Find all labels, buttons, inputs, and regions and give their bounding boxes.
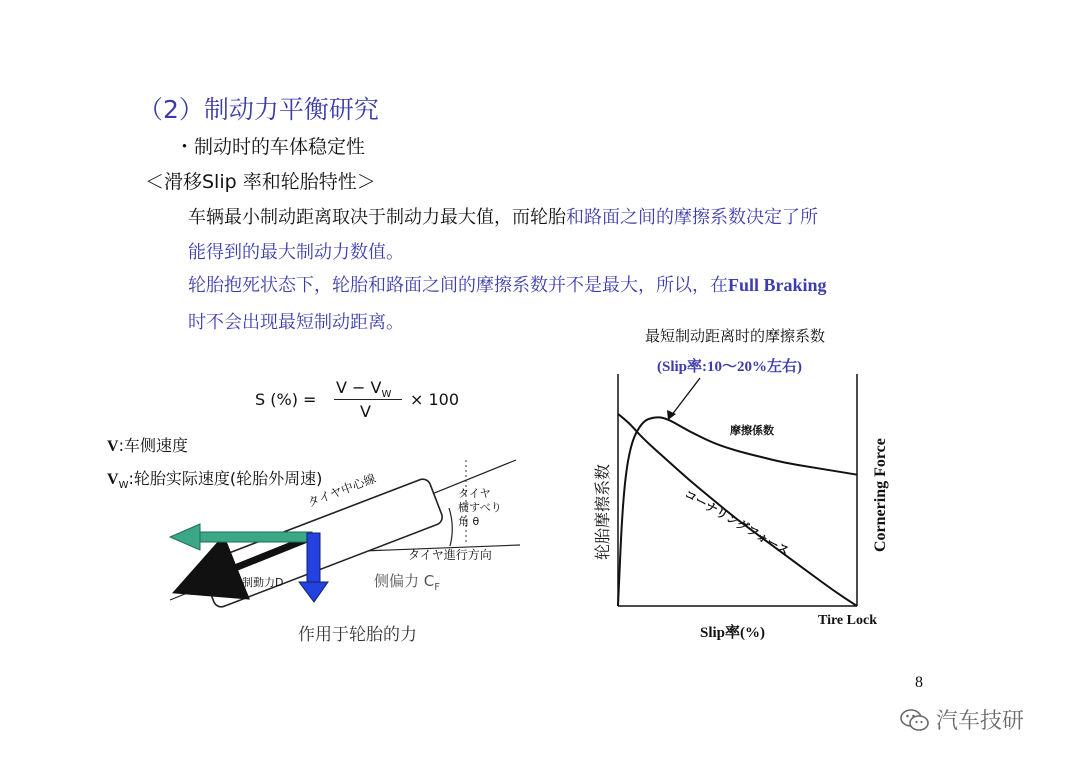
formula-numerator-sub: W	[381, 389, 392, 401]
def-v-symbol: V	[107, 438, 119, 455]
para2-part-b: 和路面之间的摩擦系数并不是最大，所以，在	[368, 275, 728, 296]
paragraph-2-line-2: 时不会出现最短制动距离。	[188, 312, 404, 333]
formula-numerator-text: V − V	[336, 378, 382, 397]
chart-ylabel-right: Cornering Force	[872, 438, 889, 552]
tire-center-line-label: タイヤ中心線	[305, 471, 378, 510]
page-title: （2）制动力平衡研究	[138, 95, 379, 124]
chart-x-end-label: Tire Lock	[818, 613, 877, 628]
subheading-slip: ＜滑移Slip 率和轮胎特性＞	[145, 171, 376, 193]
side-force-sub: F	[434, 582, 441, 593]
side-force-text: 侧偏力 C	[374, 572, 435, 590]
formula-rhs: × 100	[410, 390, 460, 409]
brake-force-label: 制動力D	[242, 576, 284, 589]
wechat-icon	[900, 708, 930, 732]
chart-title: 最短制动距离时的摩擦系数	[645, 327, 826, 345]
def-vw-symbol: V	[107, 471, 119, 488]
series-label-cornering: コーナリングフォース	[682, 486, 792, 559]
series-label-friction: 摩擦係数	[730, 424, 774, 437]
para2-part-a: 轮胎抱死状态下，轮胎	[188, 275, 368, 296]
def-vw-sub: W	[118, 480, 129, 492]
slip-angle-label-1: タイヤ	[458, 487, 491, 500]
watermark	[900, 704, 1024, 735]
series-line-cornering	[618, 414, 857, 606]
slip-angle-label-3: 角 θ	[458, 515, 480, 528]
bullet-stability: ・制动时的车体稳定性	[175, 136, 366, 158]
slip-angle-label-2: 横すべり	[458, 501, 502, 514]
chart-annotation: (Slip率:10～20%左右)	[657, 359, 803, 375]
para1-blue-text: 和路面之间的摩擦系数决定了所	[566, 207, 818, 228]
travel-direction-label: タイヤ進行方向	[408, 548, 492, 562]
chart-xlabel: Slip率(%)	[700, 625, 766, 641]
formula-denominator: V	[360, 402, 371, 421]
paragraph-1-line-2: 能得到的最大制动力数值。	[188, 242, 404, 263]
diagram-caption: 作用于轮胎的力	[298, 625, 417, 645]
para2-full-braking: Full Braking	[728, 275, 827, 295]
para1-black-text: 车辆最小制动距离取决于制动力最大值，而轮胎	[188, 207, 566, 228]
page-number: 8	[915, 674, 923, 691]
chart-ylabel-left: 轮胎摩擦系数	[593, 463, 612, 560]
def-vw-desc: :轮胎实际速度(轮胎外周速)	[128, 469, 323, 488]
watermark-text: 汽车技研	[936, 709, 1025, 734]
formula-lhs: S (%) =	[255, 390, 317, 409]
def-v-desc: :车侧速度	[118, 436, 188, 455]
